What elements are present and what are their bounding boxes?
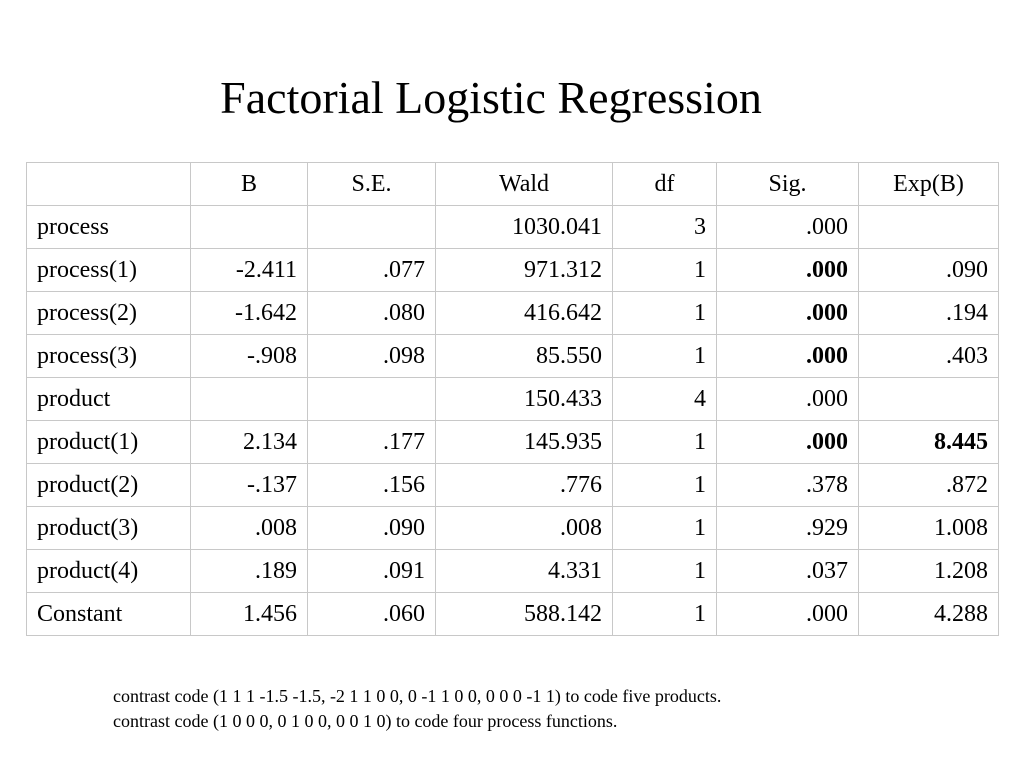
cell-b: -2.411 bbox=[191, 249, 308, 292]
cell-se: .177 bbox=[308, 421, 436, 464]
cell-df: 1 bbox=[613, 335, 717, 378]
row-label: process(1) bbox=[27, 249, 191, 292]
cell-exp-b: .872 bbox=[859, 464, 999, 507]
footnote-products: contrast code (1 1 1 -1.5 -1.5, -2 1 1 0 0, 0 -1 1 0 0, 0 0 0 -1 1) to code five products. bbox=[113, 686, 722, 706]
cell-wald: 588.142 bbox=[436, 593, 613, 636]
table-row bbox=[27, 464, 999, 507]
row-label: process bbox=[27, 206, 191, 249]
cell-se: .098 bbox=[308, 335, 436, 378]
cell-b: -1.642 bbox=[191, 292, 308, 335]
cell-wald: 85.550 bbox=[436, 335, 613, 378]
table-row bbox=[27, 292, 999, 335]
table-row bbox=[27, 550, 999, 593]
table-row bbox=[27, 249, 999, 292]
cell-se bbox=[308, 206, 436, 249]
cell-df: 1 bbox=[613, 464, 717, 507]
cell-exp-b: 1.008 bbox=[859, 507, 999, 550]
row-label: product(1) bbox=[27, 421, 191, 464]
cell-b: .189 bbox=[191, 550, 308, 593]
header-cell-exp-b: Exp(B) bbox=[859, 163, 999, 206]
cell-exp-b: .194 bbox=[859, 292, 999, 335]
cell-se: .080 bbox=[308, 292, 436, 335]
cell-se: .077 bbox=[308, 249, 436, 292]
cell-sig: .929 bbox=[717, 507, 859, 550]
cell-b: 2.134 bbox=[191, 421, 308, 464]
cell-b bbox=[191, 378, 308, 421]
header-cell-sig: Sig. bbox=[717, 163, 859, 206]
header-cell-se: S.E. bbox=[308, 163, 436, 206]
row-label: product(2) bbox=[27, 464, 191, 507]
cell-wald: 145.935 bbox=[436, 421, 613, 464]
cell-df: 1 bbox=[613, 292, 717, 335]
cell-b bbox=[191, 206, 308, 249]
table-row bbox=[27, 335, 999, 378]
cell-b: -.137 bbox=[191, 464, 308, 507]
cell-exp-b: .090 bbox=[859, 249, 999, 292]
cell-df: 1 bbox=[613, 550, 717, 593]
footnotes bbox=[113, 684, 721, 734]
row-label: Constant bbox=[27, 593, 191, 636]
cell-sig: .000 bbox=[717, 206, 859, 249]
table-row bbox=[27, 206, 999, 249]
cell-df: 1 bbox=[613, 249, 717, 292]
cell-se: .156 bbox=[308, 464, 436, 507]
table-row bbox=[27, 507, 999, 550]
cell-sig: .000 bbox=[717, 292, 859, 335]
cell-wald: .776 bbox=[436, 464, 613, 507]
cell-exp-b: .403 bbox=[859, 335, 999, 378]
cell-sig: .378 bbox=[717, 464, 859, 507]
table-row bbox=[27, 593, 999, 636]
row-label: product(4) bbox=[27, 550, 191, 593]
cell-b: 1.456 bbox=[191, 593, 308, 636]
header-cell-df: df bbox=[613, 163, 717, 206]
cell-b: .008 bbox=[191, 507, 308, 550]
cell-wald: 4.331 bbox=[436, 550, 613, 593]
cell-df: 3 bbox=[613, 206, 717, 249]
header-cell-b: B bbox=[191, 163, 308, 206]
header-cell-wald: Wald bbox=[436, 163, 613, 206]
cell-df: 1 bbox=[613, 593, 717, 636]
cell-sig: .000 bbox=[717, 249, 859, 292]
row-label: product bbox=[27, 378, 191, 421]
cell-b: -.908 bbox=[191, 335, 308, 378]
row-label: process(2) bbox=[27, 292, 191, 335]
cell-se: .090 bbox=[308, 507, 436, 550]
cell-wald: .008 bbox=[436, 507, 613, 550]
cell-sig: .000 bbox=[717, 421, 859, 464]
cell-exp-b: 1.208 bbox=[859, 550, 999, 593]
header-row bbox=[27, 163, 999, 206]
cell-df: 4 bbox=[613, 378, 717, 421]
footnote-process: contrast code (1 0 0 0, 0 1 0 0, 0 0 1 0) to code four process functions. bbox=[113, 711, 618, 731]
cell-se bbox=[308, 378, 436, 421]
cell-exp-b bbox=[859, 206, 999, 249]
cell-sig: .000 bbox=[717, 335, 859, 378]
cell-wald: 416.642 bbox=[436, 292, 613, 335]
cell-exp-b bbox=[859, 378, 999, 421]
cell-wald: 150.433 bbox=[436, 378, 613, 421]
row-label: product(3) bbox=[27, 507, 191, 550]
table-body bbox=[27, 206, 999, 636]
cell-df: 1 bbox=[613, 507, 717, 550]
cell-sig: .000 bbox=[717, 593, 859, 636]
cell-df: 1 bbox=[613, 421, 717, 464]
row-label: process(3) bbox=[27, 335, 191, 378]
cell-wald: 971.312 bbox=[436, 249, 613, 292]
cell-wald: 1030.041 bbox=[436, 206, 613, 249]
header-cell-corner bbox=[27, 163, 191, 206]
cell-se: .060 bbox=[308, 593, 436, 636]
regression-table bbox=[26, 162, 999, 636]
table-row bbox=[27, 378, 999, 421]
cell-exp-b: 8.445 bbox=[859, 421, 999, 464]
page-title: Factorial Logistic Regression bbox=[220, 72, 762, 123]
cell-exp-b: 4.288 bbox=[859, 593, 999, 636]
cell-sig: .000 bbox=[717, 378, 859, 421]
cell-sig: .037 bbox=[717, 550, 859, 593]
cell-se: .091 bbox=[308, 550, 436, 593]
table-row bbox=[27, 421, 999, 464]
